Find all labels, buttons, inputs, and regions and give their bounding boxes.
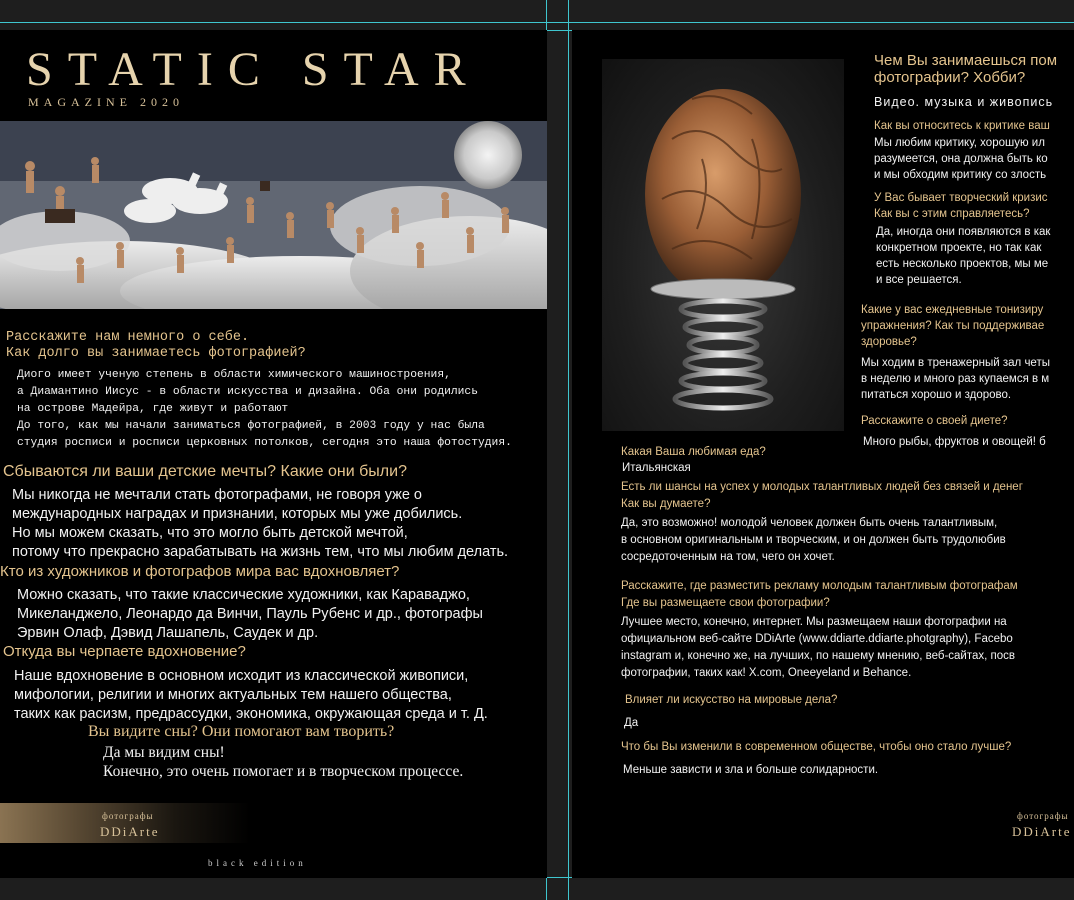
right-answer-2: Мы любим критику, хорошую ил разумеется, она должна быть ко и мы обходим критику со злость — [874, 137, 1048, 181]
right-question-1: Чем Вы занимаешься пом фотографии? Хобби? — [874, 52, 1058, 86]
left-question-1: Расскажите нам немного о себе. Как долго вы занимаетесь фотографией? — [6, 330, 306, 361]
egg-sculpture-photo — [602, 59, 844, 431]
right-question-7: Есть ли шансы на успех у молодых талантливых людей без связей и денег Как вы думаете? — [621, 481, 1023, 510]
footer-edition: black edition — [208, 858, 307, 868]
guide-vertical-spine[interactable] — [568, 0, 569, 900]
left-question-4: Откуда вы черпаете вдохновение? — [3, 643, 246, 660]
left-answer-3: Можно сказать, что такие классические художники, как Караваджо, Микеланджело, Леонардо да Винчи, Пауль Рубенс и др., фотографы Эрвин Олаф, Дэвид Лашапель, Саудек и др. — [17, 587, 483, 641]
left-answer-5: Да мы видим сны! Конечно, это очень помогает и в творческом процессе. — [103, 744, 464, 780]
right-question-3: У Вас бывает творческий кризис Как вы с этим справляетесь? — [874, 192, 1048, 220]
brand-label-small-right: фотографы — [1017, 811, 1069, 821]
right-answer-3: Да, иногда они появляются в как конкретном проекте, но так как есть несколько проектов, мы ме и все решается. — [876, 226, 1051, 286]
right-question-5: Расскажите о своей диете? — [861, 415, 1008, 427]
left-answer-1: Диого имеет ученую степень в области химического машиностроения, а Диамантино Иисус - в области искусства и дизайна. Оба они родились на острове Мадейра, где живут и работают До того, как мы начали заниматься фотографией, в 2003 году у нас была студия росписи и росписи церковных потолков, сегодня это наша фотостудия. — [17, 369, 512, 449]
left-question-3: Кто из художников и фотографов мира вас вдохновляет? — [0, 563, 400, 580]
right-answer-4: Мы ходим в тренажерный зал четы в неделю и много раз купаемся в м питаться хорошо и здорово. — [861, 357, 1050, 401]
right-answer-9: Да — [624, 717, 639, 729]
right-question-4: Какие у вас ежедневные тонизиру упражнения? Как ты поддерживае здоровье? — [861, 304, 1045, 348]
magazine-page-left — [0, 30, 547, 878]
right-question-10: Что бы Вы изменили в современном обществе, чтобы оно стало лучше? — [621, 741, 1012, 753]
brand-label-ddiarte: DDiArte — [100, 824, 160, 839]
brand-label-ddiarte-right: DDiArte — [1012, 824, 1072, 839]
masthead-title: STATIC STAR — [26, 43, 481, 96]
hero-chariot-image — [0, 121, 547, 309]
left-answer-4: Наше вдохновение в основном исходит из классической живописи, мифологии, религии и многих актуальных тем нашего общества, таких как расизм, предрассудки, экономика, окружающая среда и т. Д. — [14, 668, 488, 722]
right-answer-8: Лучшее место, конечно, интернет. Мы размещаем наши фотографии на официальном веб-сайте DDiArte (www.ddiarte.ddiarte.photgraphy), Facebo instagram и, конечно же, на лучших, по нашему мнению, веб-сайтах, посв фотографии, таких как! X.com, Oneeyeland и Behance. — [621, 616, 1016, 679]
brand-label-small: фотографы — [102, 811, 154, 821]
right-question-2: Как вы относитесь к критике ваш — [874, 120, 1050, 132]
right-answer-10: Меньше зависти и зла и больше солидарности. — [623, 764, 879, 776]
right-answer-6: Итальянская — [622, 462, 691, 474]
right-question-8: Расскажите, где разместить рекламу молодым талантливым фотографам Где вы размещаете свои фотографии? — [621, 580, 1018, 609]
guide-horizontal-top[interactable] — [0, 22, 1074, 23]
left-question-5: Вы видите сны? Они помогают вам творить? — [88, 723, 395, 740]
right-answer-1: Видео. музыка и живопись — [874, 95, 1054, 109]
magazine-page-right — [572, 30, 1074, 878]
right-answer-7: Да, это возможно! молодой человек должен быть очень талантливым, в основном оригинальным и творческим, и он должен быть трудолюбив сосредоточенным на том, чего он хочет. — [621, 517, 1006, 563]
right-question-6: Какая Ваша любимая еда? — [621, 446, 766, 458]
masthead-subtitle: MAGAZINE 2020 — [28, 95, 184, 109]
left-answer-2: Мы никогда не мечтали стать фотографами, не говоря уже о международных наградах и признании, которых мы уже добились. Но мы можем сказать, что это могло быть детской мечтой, потому что прекрасно зарабатывать на жизнь тем, что мы любим делать. — [12, 487, 509, 560]
right-answer-5: Много рыбы, фруктов и овощей! б — [863, 436, 1046, 448]
right-question-9: Влияет ли искусство на мировые дела? — [625, 694, 838, 706]
left-question-2: Сбываются ли ваши детские мечты? Какие они были? — [3, 463, 407, 480]
